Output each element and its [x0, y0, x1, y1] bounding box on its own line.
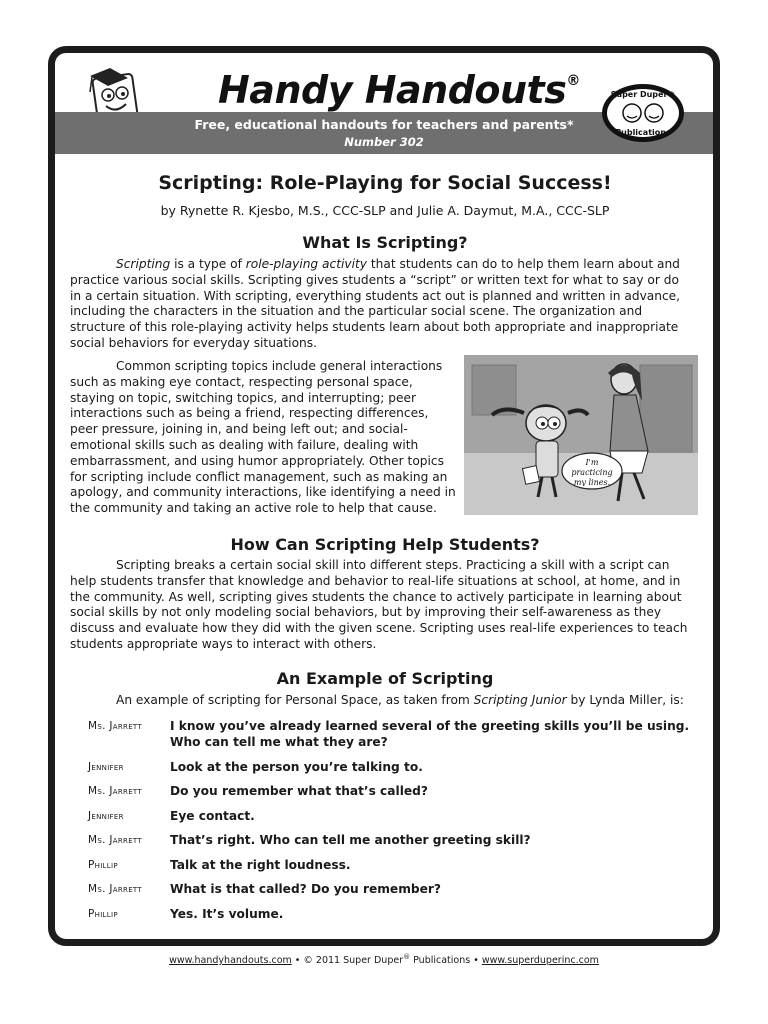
speech-bubble-text: I'm practicing my lines.	[571, 458, 613, 486]
section1-paragraph1-container	[70, 257, 692, 352]
dialogue-speaker: Jennifer	[88, 810, 124, 822]
footer-link-handyhandouts[interactable]: www.handyhandouts.com	[169, 955, 292, 967]
heading-example-of-scripting: An Example of Scripting	[276, 669, 494, 688]
dialogue-speaker: Phillip	[88, 859, 118, 871]
heading-how-can-scripting-help: How Can Scripting Help Students?	[230, 535, 540, 554]
section1-paragraph1: Scripting is a type of role-playing activity that students can do to help them learn about and practice various social skills. Scripting gives students a “script” or written text for what to say or do in a certain situation. With scripting, everything students act out is planned and written in advance, including the characters in the situation and the particular social scene. The organization and structure of this role-playing activity helps students learn about both appropriate and inappropriate social behaviors for everyday situations.	[70, 257, 681, 350]
dialogue-line: Do you remember what that’s called?	[170, 784, 428, 798]
section1-paragraph2: Common scripting topics include general interactions such as making eye contact, respecting personal space, staying on topic, switching topics, and interrupting; peer interactions such as being a friend, respecting differences, peer pressure, joining in, and being left out; and social-emotional skills such as dealing with failure, dealing with embarrassment, and using humor appropriately. Other topics for scripting include conflict management, such as making an apology, and community interactions, like identifying a need in the community and taking an active role to help that cause.	[70, 359, 456, 516]
logo-line1: Super Duper®	[610, 90, 676, 99]
tagline: Free, educational handouts for teachers and parents*	[194, 117, 574, 132]
dialogue-line: Eye contact.	[170, 809, 255, 823]
handout-number: Number 302	[344, 135, 424, 149]
footer: www.handyhandouts.com • © 2011 Super Duper® Publications • www.superduperinc.com	[169, 953, 599, 967]
logo-line2: Publications	[615, 128, 671, 137]
dialogue-line: What is that called? Do you remember?	[170, 882, 441, 896]
section2-paragraph-container	[70, 558, 698, 653]
page-title: Scripting: Role-Playing for Social Success!	[158, 172, 612, 194]
section3-intro: An example of scripting for Personal Space, as taken from Scripting Junior by Lynda Miller, is:	[116, 693, 684, 707]
dialogue-line: I know you’ve already learned several of the greeting skills you’ll be using. Who can tell me what they are?	[170, 719, 690, 749]
publisher-logo	[600, 82, 686, 144]
footer-link-superduperinc[interactable]: www.superduperinc.com	[481, 955, 599, 967]
section1-paragraph2-container	[70, 359, 458, 517]
heading-what-is-scripting: What Is Scripting?	[302, 233, 468, 252]
dialogue-speaker: Jennifer	[88, 761, 124, 773]
brand-title: Handy Handouts®	[218, 68, 580, 112]
section3-intro-container	[70, 693, 700, 709]
dialogue-speaker: Ms. Jarrett	[88, 883, 142, 895]
dialogue-speaker: Ms. Jarrett	[88, 720, 142, 732]
dialogue-line: That’s right. Who can tell me another greeting skill?	[170, 833, 531, 847]
dialogue-line: Look at the person you’re talking to.	[170, 760, 423, 774]
scripting-illustration	[464, 355, 698, 515]
dialogue-line: Talk at the right loudness.	[170, 858, 351, 872]
dialogue-speaker: Ms. Jarrett	[88, 834, 142, 846]
byline: by Rynette R. Kjesbo, M.S., CCC-SLP and Julie A. Daymut, M.A., CCC-SLP	[160, 203, 610, 218]
dialogue-speaker: Ms. Jarrett	[88, 785, 142, 797]
dialogue-speaker: Phillip	[88, 908, 118, 920]
section2-paragraph: Scripting breaks a certain social skill into different steps. Practicing a skill with a script can help students transfer that knowledge and behavior to real-life situations at school, at home, and in the community. As well, scripting gives students the chance to actively participate in learning about social skills by not only modeling social behaviors, but by improving their self-awareness as they discuss and evaluate how they did with the given scene. Scripting uses real-life experiences to teach students appropriate ways to interact with others.	[70, 558, 688, 651]
dialogue-line: Yes. It’s volume.	[170, 907, 284, 921]
